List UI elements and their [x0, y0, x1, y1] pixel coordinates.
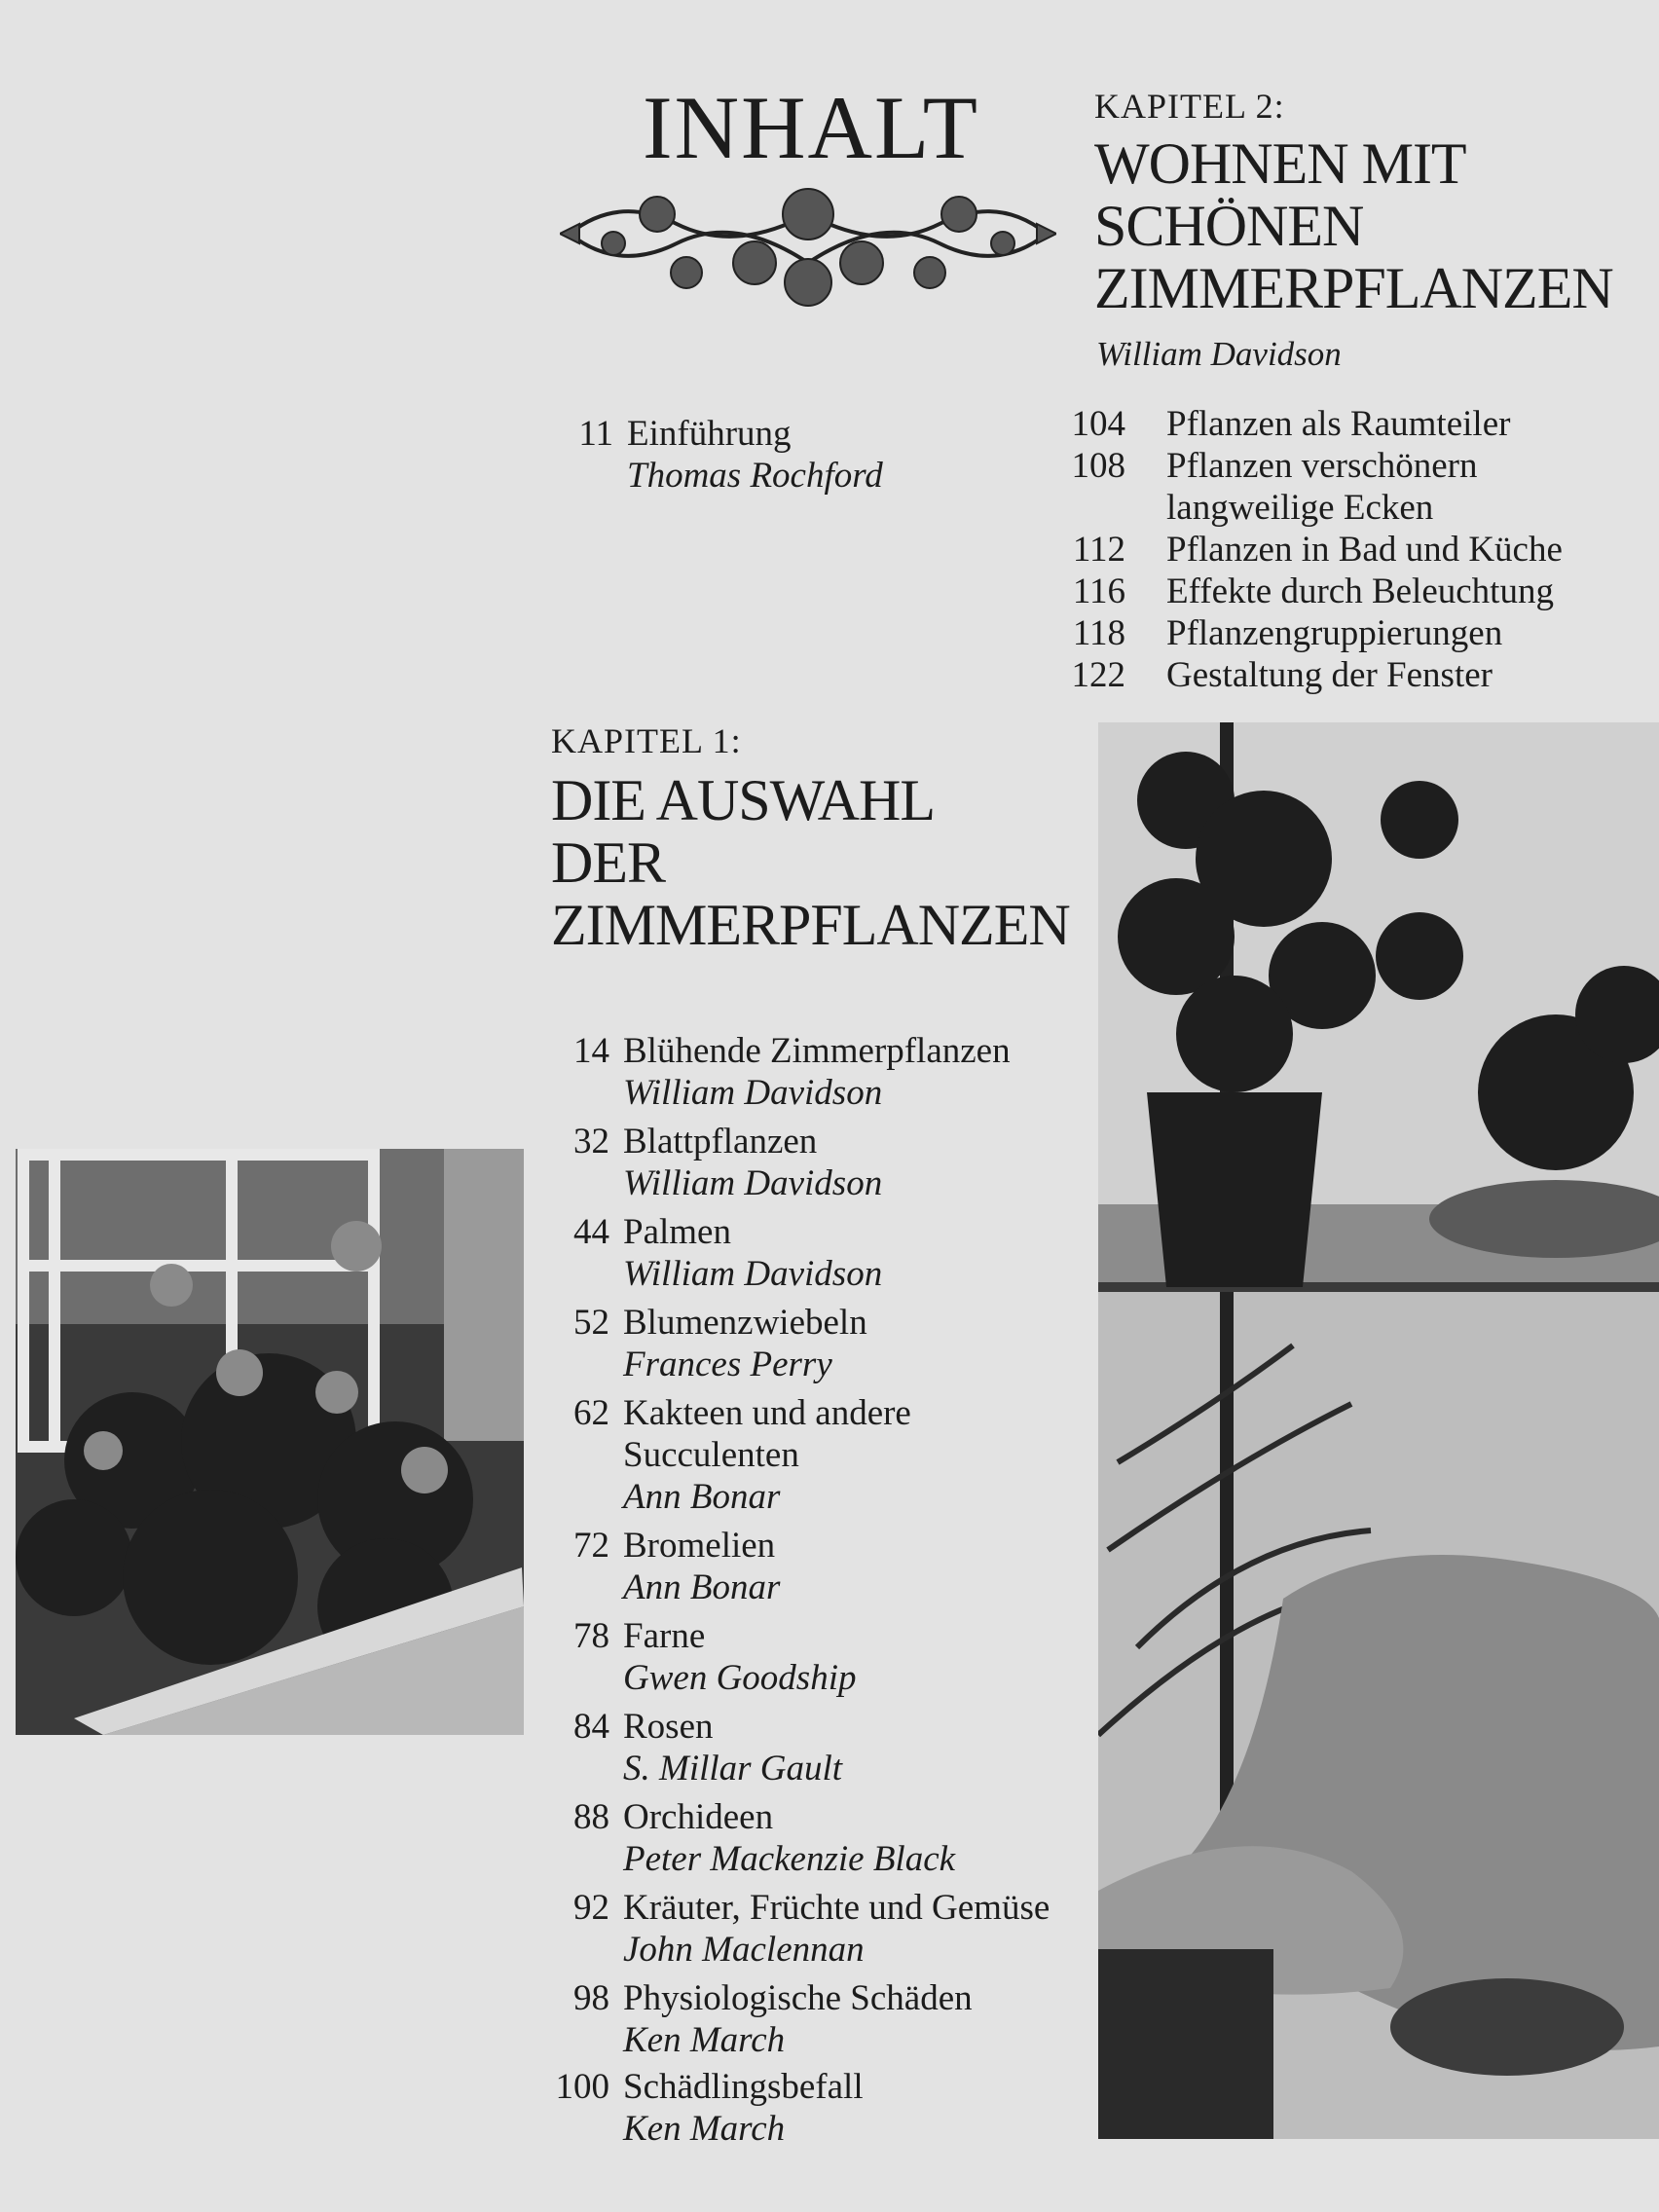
entry-author: William Davidson: [623, 1254, 883, 1294]
page-number: 88: [573, 1797, 609, 1837]
chapter1-label: KAPITEL 1:: [551, 721, 742, 760]
chapter1-title-line: DER: [551, 830, 665, 895]
entry-title: Rosen: [623, 1707, 714, 1747]
entry-title: Palmen: [623, 1212, 731, 1252]
page-number: 32: [573, 1122, 609, 1161]
entry-title: Pflanzen in Bad und Küche: [1166, 530, 1563, 570]
entry-title: Orchideen: [623, 1797, 774, 1837]
page-number: 72: [573, 1526, 609, 1566]
entry-author: Ken March: [623, 2020, 786, 2060]
page-number: 92: [573, 1888, 609, 1928]
entry-title: Kräuter, Früchte und Gemüse: [623, 1888, 1051, 1928]
entry-author: William Davidson: [623, 1073, 883, 1113]
chapter2-title-line: WOHNEN MIT: [1094, 131, 1466, 196]
chapter2-title: [1094, 132, 1613, 319]
entry-title: Schädlingsbefall: [623, 2067, 864, 2107]
entry-author: Thomas Rochford: [627, 456, 883, 496]
entry-title: Pflanzengruppierungen: [1166, 613, 1503, 653]
entry-title: Blumenzwiebeln: [623, 1303, 867, 1343]
page-number: 11: [578, 414, 613, 454]
entry-title-cont: langweilige Ecken: [1166, 488, 1434, 528]
chapter2-label: KAPITEL 2:: [1094, 87, 1285, 126]
entry-title: Physiologische Schäden: [623, 1978, 973, 2018]
plants-hat-photo: [1098, 722, 1659, 2139]
page-number: 104: [1071, 404, 1125, 444]
chapter1-title: [551, 769, 1070, 956]
entry-author: S. Millar Gault: [623, 1749, 843, 1788]
page-number: 84: [573, 1707, 609, 1747]
chapter1-title-line: ZIMMERPFLANZEN: [551, 893, 1070, 957]
entry-title: Einführung: [627, 414, 792, 454]
entry-author: William Davidson: [623, 1163, 883, 1203]
entry-title: Kakteen und andere: [623, 1393, 911, 1433]
page-number: 118: [1072, 613, 1125, 653]
page-number: 116: [1072, 571, 1125, 611]
entry-author: Frances Perry: [623, 1345, 832, 1384]
page-number: 14: [573, 1031, 609, 1071]
page-number: 98: [573, 1978, 609, 2018]
entry-title: Bromelien: [623, 1526, 776, 1566]
entry-title: Blühende Zimmerpflanzen: [623, 1031, 1011, 1071]
entry-title: Farne: [623, 1616, 706, 1656]
entry-author: Ann Bonar: [623, 1567, 781, 1607]
page-title: INHALT: [643, 78, 979, 177]
entry-title: Pflanzen verschönern: [1166, 446, 1478, 486]
entry-title: Effekte durch Beleuchtung: [1166, 571, 1554, 611]
entry-author: John Maclennan: [623, 1930, 865, 1970]
entry-title-cont: Succulenten: [623, 1435, 799, 1475]
entry-author: Ken March: [623, 2109, 786, 2149]
page-number: 100: [555, 2067, 609, 2107]
page-number: 52: [573, 1303, 609, 1343]
floral-ornament-icon: [560, 175, 1056, 331]
page-number: 108: [1071, 446, 1125, 486]
chapter2-title-line: SCHÖNEN: [1094, 194, 1364, 258]
chapter1-title-line: DIE AUSWAHL: [551, 768, 935, 832]
page-number: 62: [573, 1393, 609, 1433]
window-box-photo: [16, 1149, 524, 1735]
entry-author: Peter Mackenzie Black: [623, 1839, 956, 1879]
page-number: 44: [573, 1212, 609, 1252]
entry-title: Blattpflanzen: [623, 1122, 818, 1161]
chapter2-author: William Davidson: [1096, 335, 1342, 373]
page-number: 122: [1071, 655, 1125, 695]
entry-author: Ann Bonar: [623, 1477, 781, 1517]
page-number: 78: [573, 1616, 609, 1656]
entry-author: Gwen Goodship: [623, 1658, 857, 1698]
entry-title: Gestaltung der Fenster: [1166, 655, 1493, 695]
chapter2-title-line: ZIMMERPFLANZEN: [1094, 256, 1613, 320]
page-number: 112: [1072, 530, 1125, 570]
entry-title: Pflanzen als Raumteiler: [1166, 404, 1511, 444]
